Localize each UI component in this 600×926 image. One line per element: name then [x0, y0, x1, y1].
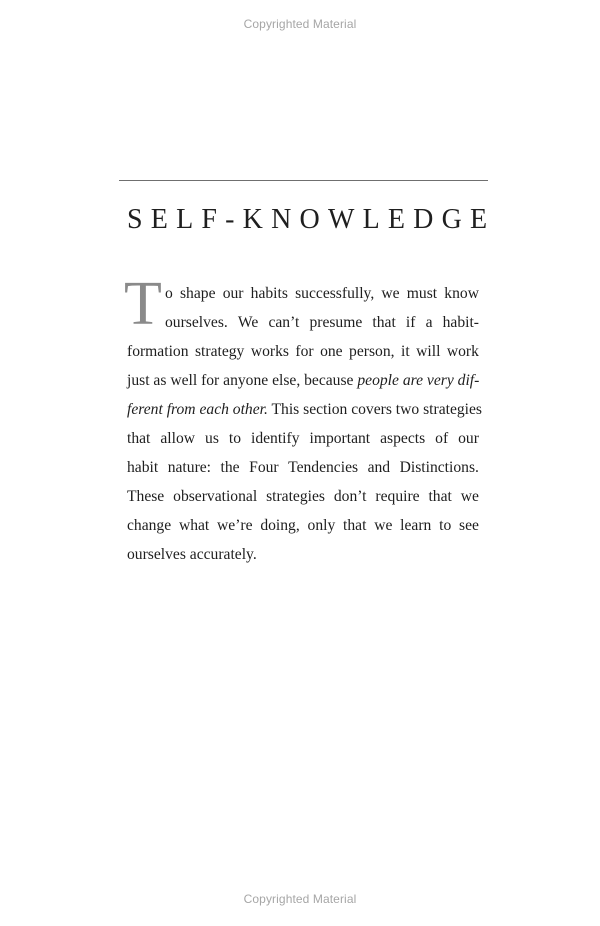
copyright-watermark-top: Copyrighted Material — [243, 17, 357, 31]
copyright-watermark-bottom: Copyrighted Material — [243, 892, 357, 906]
paragraph-line-2: ourselves. We can’t presume that if a habit- — [165, 314, 479, 331]
paragraph-line-8: These observational strategies don’t require that we — [127, 488, 479, 505]
paragraph-line-10: ourselves accurately. — [127, 546, 257, 563]
section-title: SELF-KNOWLEDGE — [127, 204, 496, 235]
paragraph-line-4: just as well for anyone else, because people are very dif- — [127, 372, 480, 389]
drop-cap: T — [124, 270, 162, 338]
body-paragraph — [127, 279, 482, 569]
emphasis-text: ferent from each other. — [127, 401, 268, 418]
section-divider — [119, 180, 488, 181]
paragraph-line-5: ferent from each other. This section covers two strategies — [127, 401, 482, 418]
paragraph-line-9: change what we’re doing, only that we learn to see — [127, 517, 479, 534]
paragraph-line-1: o shape our habits successfully, we must know — [165, 285, 479, 302]
paragraph-line-6: that allow us to identify important aspects of our — [127, 430, 479, 447]
paragraph-line-3: formation strategy works for one person, it will work — [127, 343, 479, 360]
paragraph-line-7: habit nature: the Four Tendencies and Distinctions. — [127, 459, 479, 476]
emphasis-text: people are very dif- — [357, 372, 480, 389]
